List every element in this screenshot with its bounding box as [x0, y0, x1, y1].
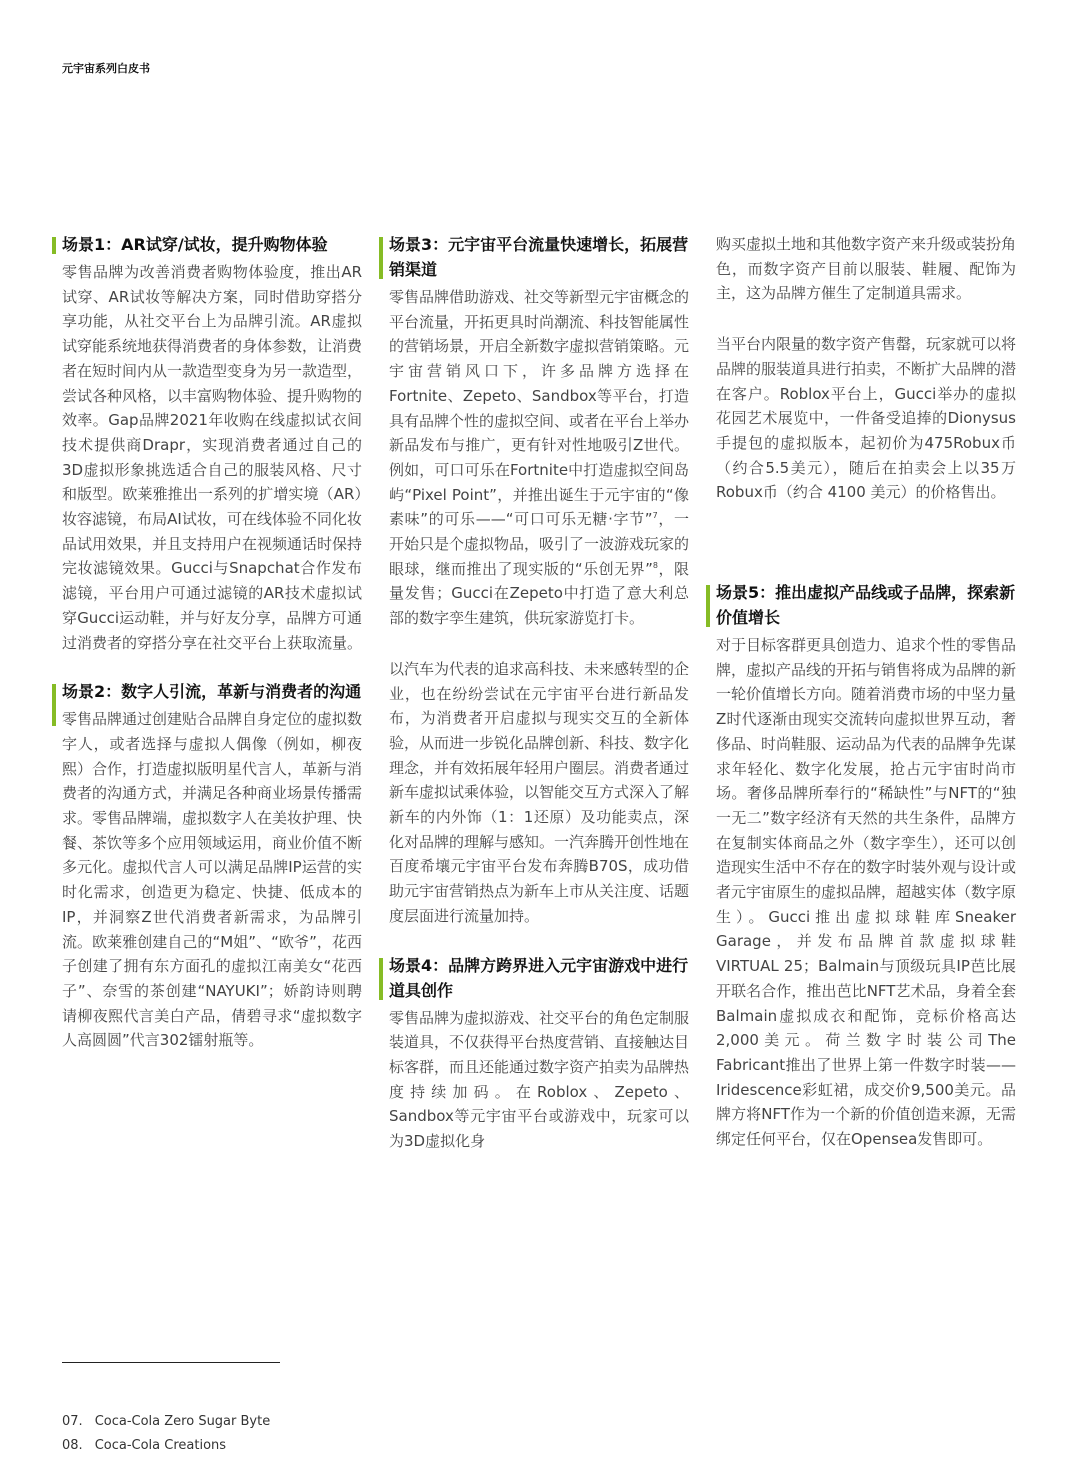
paragraph: 对于目标客群更具创造力、追求个性的零售品牌，虚拟产品线的开拓与销售将成为品牌的新一轮价值增长方向。随着消费市场的中坚力量Z时代逐渐由现实交流转向虚拟世界互动，奢侈品、时尚鞋服、运动品为代表的品牌争先谋求年轻化、数字化发展，抢占元宇宙时尚市场。奢侈品牌所奉行的“稀缺性”与NFT的“独一无二”数字经济有天然的共生条件，品牌方在复制实体商品之外（数字孪生），还可以创造现实生活中不存在的数字时装外观与设计或者元宇宙原生的虚拟品牌，超越实体（数字原生）。Gucci推出虚拟球鞋库Sneaker Garage，并发布品牌首款虚拟球鞋 VIRTUAL 25；Balmain与顶级玩具IP芭比展开联名合作，推出芭比NFT艺术品，身着全套Balmain虚拟成衣和配饰，竞标价格高达2,000美元。荷兰数字时装公司The Fabricant推出了世界上第一件数字时装——Iridescence彩虹裙，成交价9,500美元。品牌方将NFT作为一个新的价值创造来源，无需绑定任何平台，仅在Opensea发售即可。: [716, 636, 1017, 1149]
paragraph: 零售品牌通过创建贴合品牌自身定位的虚拟数字人，或者选择与虚拟人偶像（例如，柳夜熙）合作，打造虚拟版明星代言人，革新与消费者的沟通方式，并满足各种商业场景传播需求。零售品牌端，虚拟数字人在美妆护理、快餐、茶饮等多个应用领域运用，商业价值不断多元化。虚拟代言人可以满足品牌IP运营的实时化需求，创造更为稳定、快捷、低成本的IP，并洞察Z世代消费者新需求，为品牌引流。欧莱雅创建自己的“M姐”、“欧爷”，花西子创建了拥有东方面孔的虚拟江南美女“花西子”、奈雪的茶创建“NAYUKI”；娇韵诗则聘请柳夜熙代言美白产品，倩碧寻求“虚拟数字人高圆圆”代言302镭射瓶等。: [62, 710, 363, 1050]
paragraph: 购买虚拟土地和其他数字资产来升级或装扮角色，而数字资产目前以服装、鞋履、配饰为主，这为品牌方催生了定制道具需求。: [716, 235, 1017, 303]
paragraph-part: ，一开始只是个虚拟物品，吸引了一波游戏玩家的眼球，继而推出了现实版的“乐创无界”: [389, 510, 690, 578]
heading-text: 场景3：元宇宙平台流量快速增长，拓展营销渠道: [389, 235, 689, 279]
footnote-number: 08.: [62, 1438, 83, 1453]
paragraph-part: 零售品牌借助游戏、社交等新型元宇宙概念的平台流量，开拓更具时尚潮流、科技智能属性的营销场景，开启全新数字虚拟营销策略。元宇宙营销风口下，许多品牌方选择在Fortnite、Zepeto、Sandbox等平台，打造具有品牌个性的虚拟空间、或者在平台上举办新品发布与推广，更有针对性地吸引Z世代。例如，可口可乐在Fortnite中打造虚拟空间岛屿“Pixel Point”，并推出诞生于元宇宙的“像素味”的可乐——“可口可乐无糖·字节”: [389, 288, 690, 529]
paragraph-part: ，限量发售；Gucci在Zepeto中打造了意大利总部的数字孪生建筑，供玩家游览打卡。: [389, 559, 689, 628]
footnote-ref: 7: [652, 511, 658, 521]
paragraph: [389, 285, 689, 631]
column-1: [62, 232, 362, 1077]
accent-bar: [52, 237, 56, 254]
accent-bar: [379, 958, 383, 1000]
accent-bar: [706, 585, 710, 627]
footnote-number: 07.: [62, 1414, 83, 1429]
heading-text: 场景2：数字人引流，革新与消费者的沟通: [62, 682, 362, 702]
section-scenario-5: [716, 580, 1016, 1152]
footnote-divider: [62, 1362, 280, 1363]
section-heading: [389, 232, 689, 282]
column-3-bottom: [716, 580, 1016, 1176]
section-heading: [716, 580, 1016, 630]
footnote-item: [62, 1410, 270, 1434]
footnotes: [62, 1410, 270, 1458]
section-scenario-2: [62, 679, 362, 1053]
section-scenario-1: [62, 232, 362, 655]
paragraph: 以汽车为代表的追求高科技、未来感转型的企业，也在纷纷尝试在元宇宙平台进行新品发布，为消费者开启虚拟与现实交互的全新体验，从而进一步锐化品牌创新、科技、数字化理念，并有效拓展年轻用户圈层。消费者通过新车虚拟试乘体验，以智能交互方式深入了解新车的内外饰（1：1还原）及功能卖点，深化对品牌的理解与感知。一汽奔腾开创性地在百度希壤元宇宙平台发布奔腾B70S，成功借助元宇宙营销热点为新车上市从关注度、话题度层面进行流量加持。: [389, 659, 690, 925]
paragraph: 零售品牌为虚拟游戏、社交平台的角色定制服装道具，不仅获得平台热度营销、直接触达目标客群，而且还能通过数字资产拍卖为品牌热度持续加码。在Roblox、Zepeto、Sandbox等元宇宙平台或游戏中，玩家可以为3D虚拟化身: [389, 1008, 690, 1151]
heading-text: 场景5：推出虚拟产品线或子品牌，探索新价值增长: [716, 583, 1016, 627]
footnote-item: [62, 1434, 270, 1458]
section-heading: [62, 679, 362, 704]
footnote-text: Coca-Cola Zero Sugar Byte: [94, 1414, 271, 1429]
footnote-text: Coca-Cola Creations: [94, 1438, 227, 1453]
running-header: 元宇宙系列白皮书: [62, 62, 150, 75]
footnote-ref: 8: [652, 560, 658, 570]
accent-bar: [379, 237, 383, 279]
accent-bar: [52, 684, 56, 726]
heading-text: 场景4：品牌方跨界进入元宇宙游戏中进行道具创作: [389, 955, 689, 1000]
paragraph: 零售品牌为改善消费者购物体验度，推出AR试穿、AR试妆等解决方案，同时借助穿搭分享功能，从社交平台上为品牌引流。AR虚拟试穿能系统地获得消费者的身体参数，让消费者在短时间内从一款造型变身为另一款造型，尝试各种风格，以丰富购物体验、提升购物的效率。Gap品牌2021年收购在线虚拟试衣间技术提供商Drapr，实现消费者通过自己的3D虚拟形象挑选适合自己的服装风格、尺寸和版型。欧莱雅推出一系列的扩增实境（AR）妆容滤镜，布局AI试妆，可在线体验不同化妆品试用效果，并且支持用户在视频通话时保持完妆滤镜效果。Gucci与Snapchat合作发布滤镜，平台用户可通过滤镜的AR技术虚拟试穿Gucci运动鞋，并与好友分享，品牌方可通过消费者的穿搭分享在社交平台上获取流量。: [62, 263, 363, 652]
section-heading: [389, 953, 689, 1003]
paragraph: 当平台内限量的数字资产售罄，玩家就可以将品牌的服装道具进行拍卖，不断扩大品牌的潜在客户。Roblox平台上，Gucci举办的虚拟花园艺术展览中，一件备受追捧的Dionysus 手提包的虚拟版本，起初价为475Robux币（约合5.5美元），随后在拍卖会上以35万Robux币（约合 4100 美元）的价格售出。: [716, 335, 1017, 502]
section-heading: [62, 232, 362, 257]
section-scenario-3: [389, 232, 689, 929]
column-2: [389, 232, 689, 1178]
column-3-top: [716, 232, 1016, 505]
heading-text: 场景1：AR试穿/试妆，提升购物体验: [62, 235, 328, 254]
section-scenario-4: [389, 953, 689, 1154]
